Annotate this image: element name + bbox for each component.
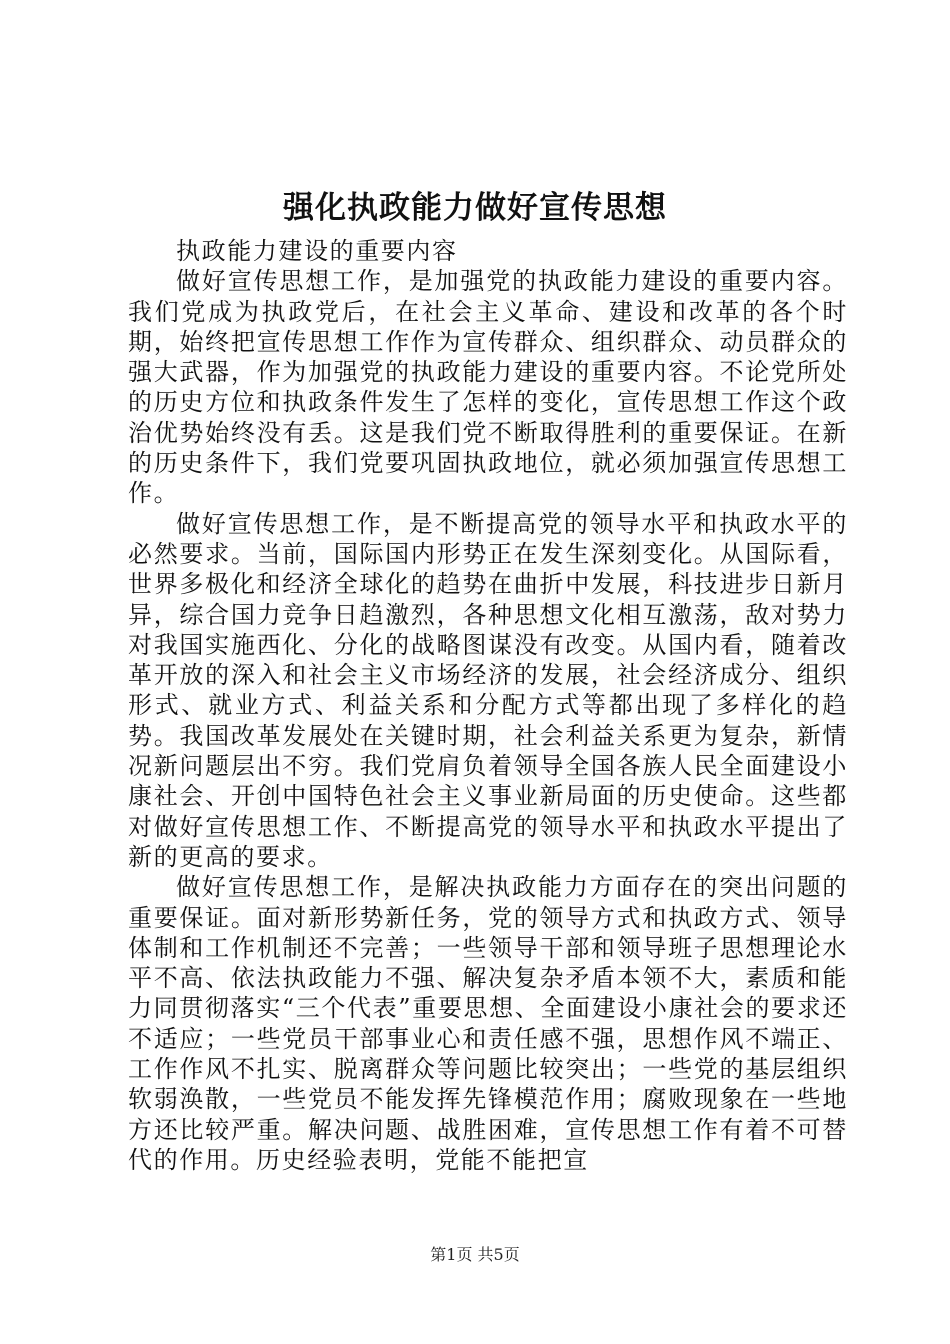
document-title: 强化执政能力做好宣传思想 [283,190,667,226]
section-subheading: 执政能力建设的重要内容 [176,237,458,265]
body-paragraph-1: 做好宣传思想工作，是加强党的执政能力建设的重要内容。我们党成为执政党后，在社会主义革命、建设和改革的各个时期，始终把宣传思想工作作为宣传群众、组织群众、动员群众的强大武器，作为加强党的执政能力建设的重要内容。不论党所处的历史方位和执政条件发生了怎样的变化，宣传思想工作这个政治优势始终没有丢。这是我们党不断取得胜利的重要保证。在新的历史条件下，我们党要巩固执政地位，就必须加强宣传思想工作。 [128,267,848,508]
body-paragraph-2: 做好宣传思想工作，是不断提高党的领导水平和执政水平的必然要求。当前，国际国内形势正在发生深刻变化。从国际看，世界多极化和经济全球化的趋势在曲折中发展，科技进步日新月异，综合国力竞争日趋激烈，各种思想文化相互激荡，敌对势力对我国实施西化、分化的战略图谋没有改变。从国内看，随着改革开放的深入和社会主义市场经济的发展，社会经济成分、组织形式、就业方式、利益关系和分配方式等都出现了多样化的趋势。我国改革发展处在关键时期，社会利益关系更为复杂，新情况新问题层出不穷。我们党肩负着领导全国各族人民全面建设小康社会、开创中国特色社会主义事业新局面的历史使命。这些都对做好宣传思想工作、不断提高党的领导水平和执政水平提出了新的更高的要求。 [128,509,848,871]
page-number-footer: 第1页 共5页 [430,1245,520,1264]
body-paragraph-3: 做好宣传思想工作，是解决执政能力方面存在的突出问题的重要保证。面对新形势新任务，党的领导方式和执政方式、领导体制和工作机制还不完善；一些领导干部和领导班子思想理论水平不高、依法执政能力不强、解决复杂矛盾本领不大，素质和能力同贯彻落实“三个代表”重要思想、全面建设小康社会的要求还不适应；一些党员干部事业心和责任感不强，思想作风不端正、工作作风不扎实、脱离群众等问题比较突出；一些党的基层组织软弱涣散，一些党员不能发挥先锋模范作用；腐败现象在一些地方还比较严重。解决问题、战胜困难，宣传思想工作有着不可替代的作用。历史经验表明，党能不能把宣 [128,873,848,1174]
document-body [128,236,848,1175]
